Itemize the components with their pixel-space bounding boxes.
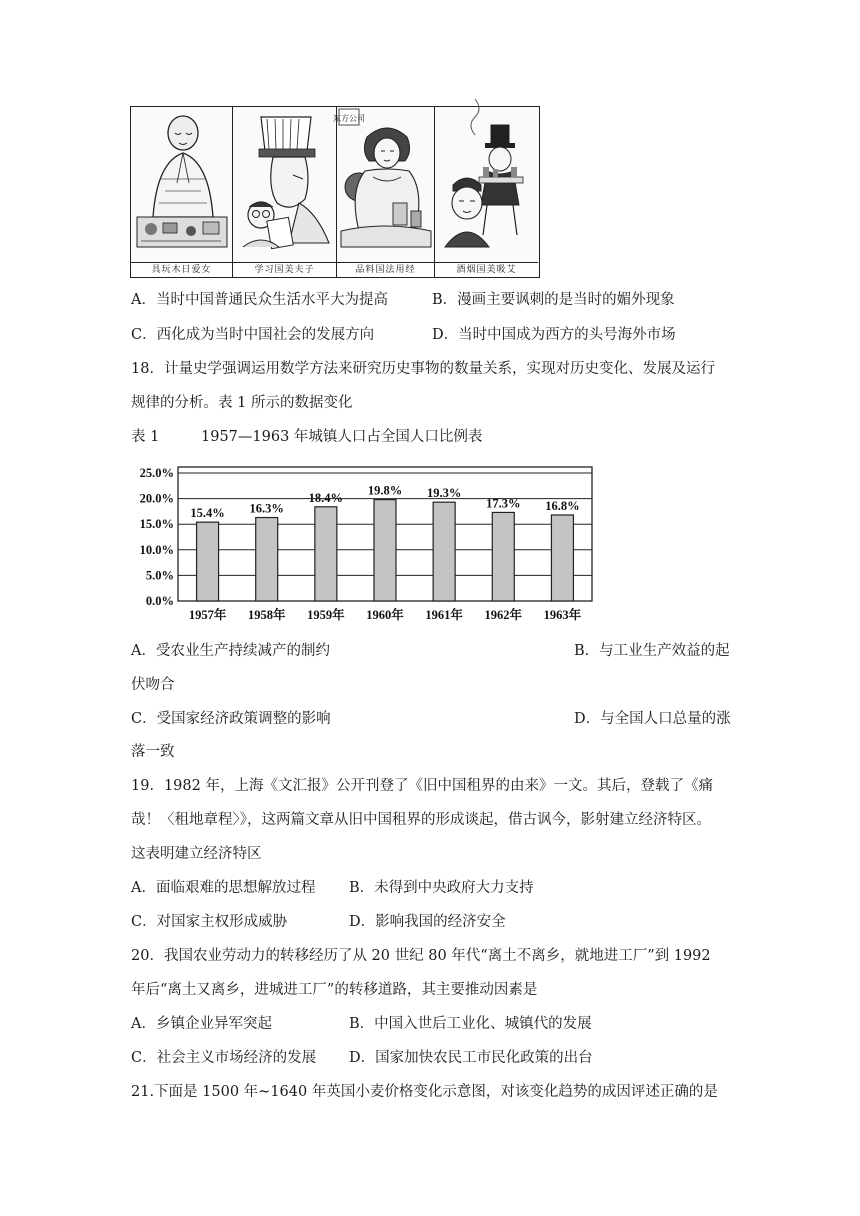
chart-x-tick-label: 1960年 bbox=[366, 608, 404, 622]
q19-option-d: D．影响我国的经济安全 bbox=[349, 914, 506, 930]
cartoon-panel-3-illustration bbox=[333, 107, 435, 265]
q18-option-c: C．受国家经济政策调整的影响 bbox=[131, 711, 331, 727]
table-caption-title: 1957—1963 年城镇人口占全国人口比例表 bbox=[201, 429, 483, 445]
cartoon-panel-1-illustration bbox=[131, 107, 233, 265]
chart-x-tick-label: 1959年 bbox=[307, 608, 345, 622]
cartoon-panel-2-illustration bbox=[233, 107, 337, 265]
chart-y-tick-label: 15.0% bbox=[139, 517, 174, 532]
urban-population-chart bbox=[132, 461, 594, 627]
chart-x-tick-label: 1961年 bbox=[425, 608, 463, 622]
cartoon-panel-2 bbox=[233, 107, 337, 277]
chart-x-tick-label: 1963年 bbox=[543, 608, 582, 622]
q17-option-c: C．西化成为当时中国社会的发展方向 bbox=[131, 327, 375, 343]
cartoon-caption-3: 品料国法用经 bbox=[337, 262, 434, 277]
chart-bar-value-label: 16.3% bbox=[249, 501, 284, 516]
q20-option-c: C．社会主义市场经济的发展 bbox=[131, 1050, 317, 1066]
chart-y-tick-label: 5.0% bbox=[145, 568, 174, 583]
q17-option-a: A．当时中国普通民众生活水平大为提高 bbox=[131, 292, 388, 308]
table-caption-label: 表 1 bbox=[131, 429, 160, 445]
chart-x-tick-label: 1962年 bbox=[484, 608, 523, 622]
chart-y-tick-label: 10.0% bbox=[139, 542, 174, 557]
q20-stem-line-1: 20．我国农业劳动力的转移经历了从 20 世纪 80 年代“离土不离乡，就地进工厂”到 1992 bbox=[131, 948, 711, 964]
q19-option-b: B．未得到中央政府大力支持 bbox=[349, 880, 534, 896]
urban-population-chart-svg bbox=[132, 461, 594, 627]
chart-x-tick-label: 1958年 bbox=[247, 608, 286, 622]
chart-bar-value-label: 15.4% bbox=[190, 506, 225, 521]
q18-option-b: B．与工业生产效益的起 bbox=[574, 643, 730, 659]
cartoon-panel-4 bbox=[435, 107, 538, 277]
chart-bar-value-label: 18.4% bbox=[308, 490, 344, 505]
q18-option-a: A．受农业生产持续减产的制约 bbox=[131, 643, 330, 659]
chart-y-tick-label: 20.0% bbox=[139, 491, 174, 506]
cartoon-panel-3 bbox=[333, 107, 435, 277]
chart-x-tick-label: 1957年 bbox=[188, 608, 227, 622]
q20-option-b: B．中国入世后工业化、城镇代的发展 bbox=[349, 1016, 592, 1032]
chart-bar bbox=[433, 502, 455, 601]
chart-y-tick-label: 0.0% bbox=[145, 594, 174, 608]
q19-stem-line-2: 哉！〈租地章程〉》，这两篇文章从旧中国租界的形成谈起，借古讽今，影射建立经济特区。 bbox=[131, 812, 711, 828]
q19-option-a: A．面临艰难的思想解放过程 bbox=[131, 880, 316, 896]
cartoon-strip bbox=[130, 106, 540, 278]
q17-option-b: B．漫画主要讽刺的是当时的媚外现象 bbox=[432, 292, 675, 308]
q18-option-b-continued: 伏吻合 bbox=[131, 677, 175, 693]
chart-y-tick-label: 25.0% bbox=[139, 466, 174, 480]
q19-stem-line-3: 这表明建立经济特区 bbox=[131, 846, 262, 862]
chart-bar bbox=[256, 518, 278, 601]
chart-bar bbox=[551, 515, 573, 601]
q19-stem-line-1: 19．1982 年，上海《文汇报》公开刊登了《旧中国租界的由来》一文。其后，登载了《痛 bbox=[131, 778, 713, 794]
chart-bar bbox=[492, 512, 514, 601]
cartoon-caption-2: 学习国美夫子 bbox=[233, 262, 336, 277]
q20-option-a: A．乡镇企业异军突起 bbox=[131, 1016, 272, 1032]
cartoon-panel-4-illustration bbox=[435, 107, 538, 265]
cartoon-caption-4: 酒烟国美吸艾 bbox=[435, 262, 538, 277]
chart-bar bbox=[374, 500, 396, 601]
chart-bar bbox=[315, 507, 337, 601]
cartoon-panel-1 bbox=[131, 107, 233, 277]
cartoon-caption-1: 具玩木日爱女 bbox=[131, 262, 232, 277]
chart-bar-value-label: 16.8% bbox=[545, 498, 580, 513]
q18-option-d: D．与全国人口总量的涨 bbox=[574, 711, 731, 727]
cartoon-signboard: 东方公司 bbox=[333, 114, 365, 123]
q17-option-d: D．当时中国成为西方的头号海外市场 bbox=[432, 327, 676, 343]
q20-stem-line-2: 年后“离土又离乡，进城进工厂”的转移道路，其主要推动因素是 bbox=[131, 982, 538, 998]
chart-bar-value-label: 17.3% bbox=[486, 496, 521, 511]
q20-option-d: D．国家加快农民工市民化政策的出台 bbox=[349, 1050, 593, 1066]
chart-bar bbox=[197, 522, 219, 601]
chart-bar-value-label: 19.3% bbox=[426, 486, 462, 501]
q18-stem-line-2: 规律的分析。表 1 所示的数据变化 bbox=[131, 395, 353, 411]
q19-option-c: C．对国家主权形成威胁 bbox=[131, 914, 288, 930]
chart-bar-value-label: 19.8% bbox=[367, 483, 403, 498]
q21-stem-line-1: 21.下面是 1500 年~1640 年英国小麦价格变化示意图，对该变化趋势的成因评述正确的是 bbox=[131, 1084, 718, 1100]
q18-option-d-continued: 落一致 bbox=[131, 744, 175, 760]
q18-stem-line-1: 18．计量史学强调运用数学方法来研究历史事物的数量关系，实现对历史变化、发展及运行 bbox=[131, 361, 715, 377]
